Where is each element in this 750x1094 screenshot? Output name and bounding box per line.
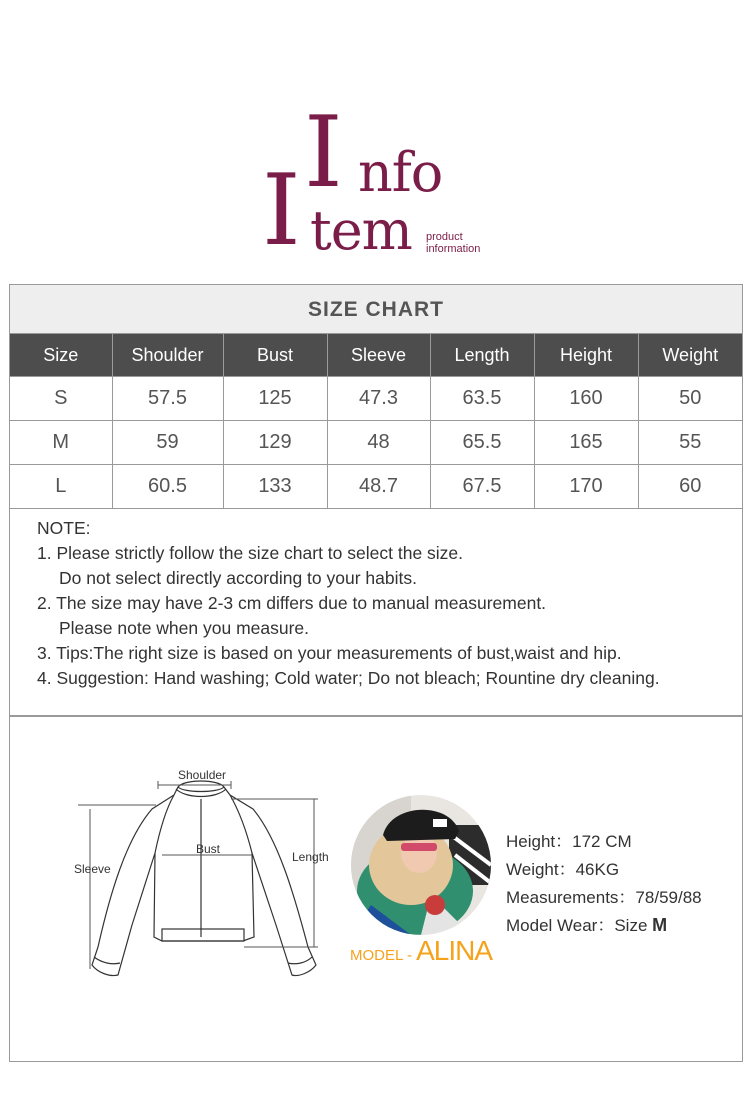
diagram-label-bust: Bust bbox=[196, 842, 221, 856]
note-line: Do not select directly according to your habits. bbox=[59, 568, 417, 588]
logo-word-nfo: nfo bbox=[358, 141, 443, 204]
table-cell: S bbox=[10, 377, 112, 421]
note-line: 3. Tips:The right size is based on your measurements of bust,waist and hip. bbox=[37, 643, 622, 663]
table-cell: 57.5 bbox=[112, 377, 223, 421]
table-cell: 63.5 bbox=[430, 377, 534, 421]
table-cell: 165 bbox=[534, 421, 638, 465]
table-cell: 160 bbox=[534, 377, 638, 421]
model-wear bbox=[506, 911, 667, 936]
model-height: Height：172 CM bbox=[506, 832, 632, 851]
model-name-prefix: MODEL - bbox=[350, 947, 417, 964]
column-header: Shoulder bbox=[112, 334, 223, 377]
size-chart-title: SIZE CHART bbox=[10, 285, 742, 334]
table-cell: M bbox=[10, 421, 112, 465]
table-cell: 133 bbox=[223, 465, 327, 509]
table-cell: 60.5 bbox=[112, 465, 223, 509]
model-weight: Weight：46KG bbox=[506, 860, 620, 879]
column-header: Length bbox=[430, 334, 534, 377]
note-line: 2. The size may have 2-3 cm differs due to manual measurement. bbox=[37, 593, 547, 613]
size-table bbox=[10, 334, 742, 508]
table-cell: 55 bbox=[638, 421, 742, 465]
table-cell: 47.3 bbox=[327, 377, 430, 421]
table-cell: 59 bbox=[112, 421, 223, 465]
model-info-panel bbox=[9, 716, 743, 1062]
logo-word-tem: tem bbox=[310, 199, 412, 262]
table-cell: 170 bbox=[534, 465, 638, 509]
model-name bbox=[350, 935, 492, 967]
model-photo bbox=[351, 795, 491, 935]
table-cell: 50 bbox=[638, 377, 742, 421]
model-name-value: ALINA bbox=[416, 935, 493, 966]
brand-logo bbox=[262, 96, 502, 268]
logo-subtitle bbox=[426, 231, 480, 255]
note-line: 4. Suggestion: Hand washing; Cold water; Do not bleach; Rountine dry cleaning. bbox=[37, 668, 660, 688]
diagram-label-sleeve: Sleeve bbox=[74, 862, 111, 876]
note-line: Please note when you measure. bbox=[59, 618, 310, 638]
table-cell: 65.5 bbox=[430, 421, 534, 465]
size-chart bbox=[9, 284, 743, 509]
note-line: 1. Please strictly follow the size chart to select the size. bbox=[37, 543, 464, 563]
table-row bbox=[10, 377, 742, 421]
table-cell: 129 bbox=[223, 421, 327, 465]
table-cell: 48.7 bbox=[327, 465, 430, 509]
model-wear-label: Model Wear：Size bbox=[506, 916, 653, 935]
logo-letter-i-top: I bbox=[304, 96, 343, 210]
table-cell: 48 bbox=[327, 421, 430, 465]
logo-subtitle-line1: product bbox=[426, 231, 463, 243]
table-row bbox=[10, 421, 742, 465]
logo-subtitle-line2: information bbox=[426, 243, 481, 255]
notes-heading: NOTE: bbox=[37, 518, 91, 538]
table-header-row bbox=[10, 334, 742, 377]
notes-panel bbox=[9, 500, 743, 716]
diagram-label-shoulder: Shoulder bbox=[178, 769, 227, 782]
model-wear-size: M bbox=[652, 915, 668, 935]
column-header: Size bbox=[10, 334, 112, 377]
model-photo-illustration bbox=[351, 795, 491, 935]
model-measurements: Measurements：78/59/88 bbox=[506, 888, 702, 907]
jacket-measurement-diagram bbox=[66, 769, 336, 989]
diagram-label-length: Length bbox=[292, 850, 329, 864]
table-cell: 125 bbox=[223, 377, 327, 421]
column-header: Sleeve bbox=[327, 334, 430, 377]
logo-letter-i-bottom: I bbox=[262, 154, 301, 268]
column-header: Height bbox=[534, 334, 638, 377]
column-header: Weight bbox=[638, 334, 742, 377]
table-cell: 60 bbox=[638, 465, 742, 509]
table-cell: L bbox=[10, 465, 112, 509]
table-cell: 67.5 bbox=[430, 465, 534, 509]
column-header: Bust bbox=[223, 334, 327, 377]
